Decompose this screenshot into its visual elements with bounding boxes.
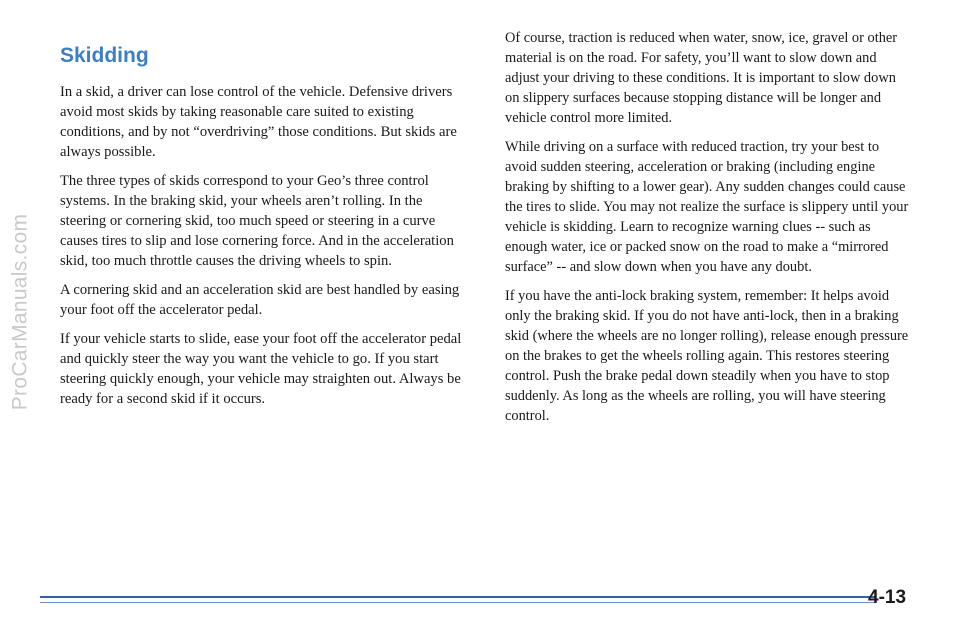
paragraph: If you have the anti-lock braking system, remember: It helps avoid only the braking skid. If you do not have anti-lock, then in a braking skid (where the wheels are no longer rolling), release enough pressure on the brakes to get the wheels rolling again. This restores steering control. Push the brake pedal down steadily when you have to stop suddenly. As long as the wheels are rolling, you will have steering control. (505, 288, 909, 424)
watermark-text: ProCarManuals.com (8, 213, 31, 411)
paragraph: In a skid, a driver can lose control of the vehicle. Defensive drivers avoid most skids by taking reasonable care suited to existing conditions, and by not “overdriving” those conditions. But skids are always possible. (60, 84, 457, 160)
page-number: 4-13 (868, 587, 907, 608)
right-column (505, 28, 910, 435)
footer-rule-thin (40, 602, 875, 603)
paragraph: The three types of skids correspond to your Geo’s three control systems. In the braking skid, your wheels aren’t rolling. In the steering or cornering skid, too much speed or steering in a curve causes tires to slip and lose cornering force. And in the acceleration skid, too much throttle causes the driving wheels to spin. (60, 173, 454, 269)
paragraph: If your vehicle starts to slide, ease your foot off the accelerator pedal and quickly steer the way you want the vehicle to go. If you start steering quickly enough, your vehicle may straighten out. Always be ready for a second skid if it occurs. (60, 331, 462, 407)
left-column (60, 44, 470, 418)
watermark (2, 0, 38, 624)
footer-rule (40, 596, 875, 598)
paragraph: Of course, traction is reduced when water, snow, ice, gravel or other material is on the road. For safety, you’ll want to slow down and adjust your driving to these conditions. It is important to slow down on slippery surfaces because stopping distance will be longer and vehicle control more limited. (505, 30, 898, 126)
paragraph: A cornering skid and an acceleration skid are best handled by easing your foot off the accelerator pedal. (60, 282, 460, 318)
paragraph: While driving on a surface with reduced traction, try your best to avoid sudden steering, acceleration or braking (including engine braking by shifting to a lower gear). Any sudden changes could cause the tires to slide. You may not realize the surface is slippery until your vehicle is skidding. Learn to recognize warning clues -- such as enough water, ice or packed snow on the road to make a “mirrored surface” -- and slow down when you have any doubt. (505, 139, 909, 275)
section-title: Skidding (60, 44, 149, 67)
